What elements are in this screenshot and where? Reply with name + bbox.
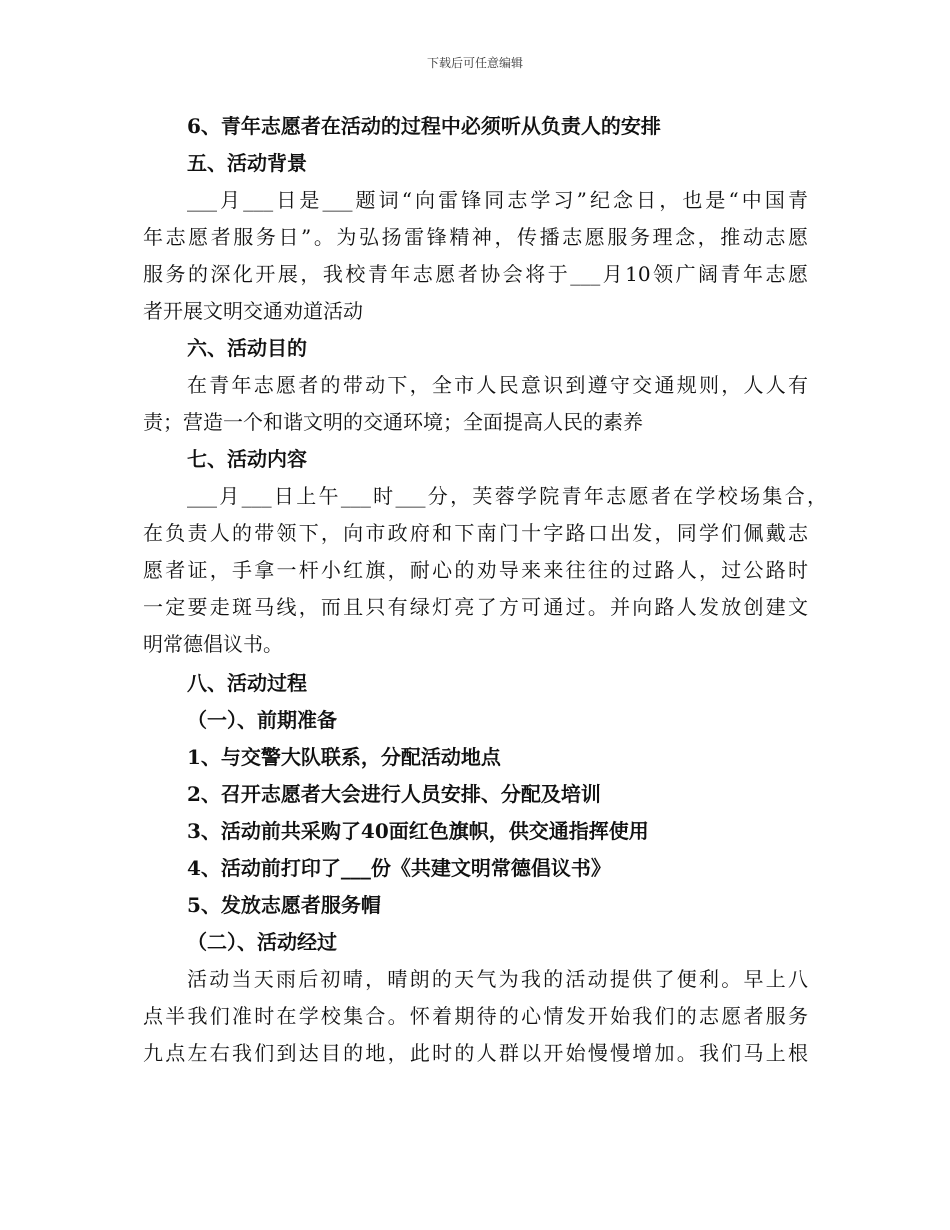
section-heading-purpose: 六、活动目的 (187, 336, 307, 360)
subsection-heading-preparation: （一）、前期准备 (187, 708, 337, 732)
paragraph-line: ___月___日是___题词“向雷锋同志学习”纪念日，也是“中国青 (187, 188, 808, 212)
subsection-heading-execution: （二）、活动经过 (187, 930, 337, 954)
paragraph-line: 年志愿者服务日”。为弘扬雷锋精神，传播志愿服务理念，推动志愿 (143, 225, 808, 249)
list-item-2: 2、召开志愿者大会进行人员安排、分配及培训 (187, 782, 601, 806)
paragraph-line: ___月___日上午___时___分，芙蓉学院青年志愿者在学校场集合， (187, 484, 827, 508)
paragraph-line: 九点左右我们到达目的地，此时的人群以开始慢慢增加。我们马上根 (143, 1041, 808, 1065)
paragraph-line: 在青年志愿者的带动下，全市人民意识到遵守交通规则，人人有 (187, 373, 808, 397)
list-item-5: 5、发放志愿者服务帽 (187, 893, 381, 917)
paragraph-line: 责；营造一个和谐文明的交通环境；全面提高人民的素养 (143, 410, 643, 434)
paragraph-line: 明常德倡议书。 (143, 632, 283, 656)
paragraph-line: 一定要走斑马线，而且只有绿灯亮了方可通过。并向路人发放创建文 (143, 595, 808, 619)
list-item-4: 4、活动前打印了___份《共建文明常德倡议书》 (187, 856, 611, 880)
paragraph-line: 在负责人的带领下，向市政府和下南门十字路口出发，同学们佩戴志 (143, 521, 808, 545)
section-heading-content: 七、活动内容 (187, 447, 307, 471)
paragraph-line: 者开展文明交通劝道活动 (143, 299, 363, 323)
page-header: 下载后可任意编辑 (426, 56, 523, 70)
paragraph-line: 活动当天雨后初晴，晴朗的天气为我的活动提供了便利。早上八 (187, 967, 808, 991)
paragraph-line: 点半我们准时在学校集合。怀着期待的心情发开始我们的志愿者服务 (143, 1004, 808, 1028)
section-heading-process: 八、活动过程 (187, 671, 307, 695)
paragraph-line: 服务的深化开展，我校青年志愿者协会将于___月10领广阔青年志愿 (143, 262, 808, 286)
paragraph-line: 愿者证，手拿一杆小红旗，耐心的劝导来来往往的过路人，过公路时 (143, 558, 808, 582)
list-item-1: 1、与交警大队联系，分配活动地点 (187, 745, 501, 769)
section-heading-background: 五、活动背景 (187, 151, 307, 175)
list-item-3: 3、活动前共采购了40面红色旗帜，供交通指挥使用 (187, 819, 649, 843)
list-item-6: 6、青年志愿者在活动的过程中必须听从负责人的安排 (187, 114, 661, 138)
